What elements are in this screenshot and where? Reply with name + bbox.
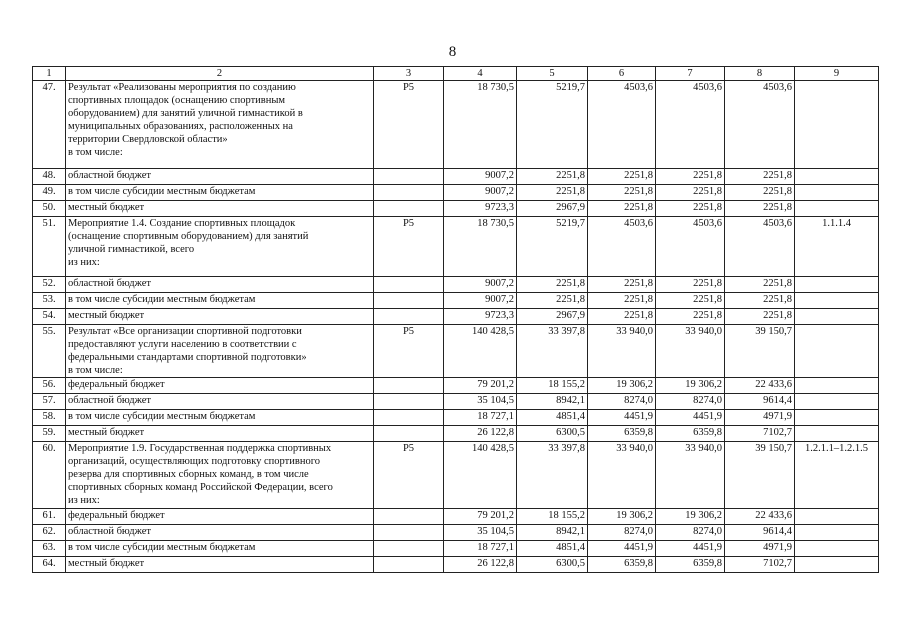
code-cell xyxy=(374,201,444,217)
value-cell: 4503,6 xyxy=(588,81,656,169)
target-ref-cell xyxy=(795,81,879,169)
table-row xyxy=(33,525,879,541)
code-cell: Р5 xyxy=(374,217,444,277)
value-cell: 2967,9 xyxy=(517,201,588,217)
code-cell xyxy=(374,509,444,525)
code-cell xyxy=(374,293,444,309)
value-cell: 33 940,0 xyxy=(656,442,725,509)
value-cell: 22 433,6 xyxy=(725,378,795,394)
target-ref-cell xyxy=(795,410,879,426)
value-cell: 8274,0 xyxy=(588,394,656,410)
description-cell: областной бюджет xyxy=(66,169,374,185)
table-row xyxy=(33,277,879,293)
target-ref-cell: 1.1.1.4 xyxy=(795,217,879,277)
value-cell: 2251,8 xyxy=(656,277,725,293)
table-row xyxy=(33,378,879,394)
total-cell: 140 428,5 xyxy=(444,442,517,509)
total-cell: 18 730,5 xyxy=(444,217,517,277)
value-cell: 19 306,2 xyxy=(588,509,656,525)
description-cell: Мероприятие 1.4. Создание спортивных площадок (оснащение спортивным оборудованием) для занятий уличной гимнастикой, всего из них: xyxy=(66,217,374,277)
value-cell: 9614,4 xyxy=(725,394,795,410)
header-cell: 5 xyxy=(517,67,588,81)
description-cell: областной бюджет xyxy=(66,525,374,541)
table-row xyxy=(33,541,879,557)
target-ref-cell xyxy=(795,557,879,573)
total-cell: 35 104,5 xyxy=(444,525,517,541)
total-cell: 26 122,8 xyxy=(444,426,517,442)
code-cell xyxy=(374,185,444,201)
value-cell: 2251,8 xyxy=(725,277,795,293)
target-ref-cell xyxy=(795,293,879,309)
table-row xyxy=(33,169,879,185)
table-row xyxy=(33,394,879,410)
value-cell: 6359,8 xyxy=(656,426,725,442)
code-cell xyxy=(374,378,444,394)
value-cell: 18 155,2 xyxy=(517,509,588,525)
value-cell: 2251,8 xyxy=(725,185,795,201)
code-cell: Р5 xyxy=(374,81,444,169)
header-cell: 8 xyxy=(725,67,795,81)
target-ref-cell xyxy=(795,541,879,557)
target-ref-cell xyxy=(795,394,879,410)
table-row xyxy=(33,309,879,325)
code-cell xyxy=(374,169,444,185)
value-cell: 5219,7 xyxy=(517,81,588,169)
value-cell: 2251,8 xyxy=(656,293,725,309)
code-cell: Р5 xyxy=(374,325,444,378)
value-cell: 2251,8 xyxy=(588,309,656,325)
table-row xyxy=(33,410,879,426)
value-cell: 19 306,2 xyxy=(588,378,656,394)
total-cell: 9007,2 xyxy=(444,277,517,293)
value-cell: 33 397,8 xyxy=(517,325,588,378)
row-number-cell: 63. xyxy=(33,541,66,557)
table-row xyxy=(33,293,879,309)
total-cell: 79 201,2 xyxy=(444,509,517,525)
description-cell: Результат «Реализованы мероприятия по созданию спортивных площадок (оснащению спортивным оборудованием) для занятий уличной гимнастикой в муниципальных образованиях, расположенных на территории Свердловской области» в том числе: xyxy=(66,81,374,169)
value-cell: 7102,7 xyxy=(725,557,795,573)
value-cell: 8274,0 xyxy=(588,525,656,541)
value-cell: 2251,8 xyxy=(725,309,795,325)
row-number-cell: 62. xyxy=(33,525,66,541)
value-cell: 2251,8 xyxy=(725,169,795,185)
description-cell: федеральный бюджет xyxy=(66,509,374,525)
budget-table xyxy=(32,66,879,573)
value-cell: 4451,9 xyxy=(656,541,725,557)
value-cell: 2967,9 xyxy=(517,309,588,325)
row-number-cell: 55. xyxy=(33,325,66,378)
target-ref-cell xyxy=(795,378,879,394)
target-ref-cell xyxy=(795,525,879,541)
total-cell: 18 727,1 xyxy=(444,541,517,557)
description-cell: областной бюджет xyxy=(66,394,374,410)
value-cell: 19 306,2 xyxy=(656,378,725,394)
target-ref-cell xyxy=(795,185,879,201)
value-cell: 7102,7 xyxy=(725,426,795,442)
row-number-cell: 50. xyxy=(33,201,66,217)
description-cell: местный бюджет xyxy=(66,309,374,325)
description-cell: в том числе субсидии местным бюджетам xyxy=(66,410,374,426)
total-cell: 9007,2 xyxy=(444,293,517,309)
value-cell: 4503,6 xyxy=(656,217,725,277)
value-cell: 6359,8 xyxy=(588,426,656,442)
description-cell: в том числе субсидии местным бюджетам xyxy=(66,293,374,309)
value-cell: 2251,8 xyxy=(588,293,656,309)
value-cell: 9614,4 xyxy=(725,525,795,541)
code-cell xyxy=(374,309,444,325)
value-cell: 2251,8 xyxy=(588,169,656,185)
table-row xyxy=(33,426,879,442)
value-cell: 8274,0 xyxy=(656,394,725,410)
code-cell xyxy=(374,277,444,293)
value-cell: 4503,6 xyxy=(656,81,725,169)
value-cell: 4503,6 xyxy=(725,217,795,277)
row-number-cell: 51. xyxy=(33,217,66,277)
table-body xyxy=(33,67,879,573)
value-cell: 39 150,7 xyxy=(725,325,795,378)
row-number-cell: 56. xyxy=(33,378,66,394)
row-number-cell: 60. xyxy=(33,442,66,509)
row-number-cell: 61. xyxy=(33,509,66,525)
value-cell: 2251,8 xyxy=(656,309,725,325)
target-ref-cell: 1.2.1.1–1.2.1.5 xyxy=(795,442,879,509)
value-cell: 2251,8 xyxy=(517,185,588,201)
value-cell: 4451,9 xyxy=(588,410,656,426)
value-cell: 2251,8 xyxy=(517,293,588,309)
header-cell: 9 xyxy=(795,67,879,81)
header-cell: 4 xyxy=(444,67,517,81)
value-cell: 8274,0 xyxy=(656,525,725,541)
target-ref-cell xyxy=(795,309,879,325)
code-cell xyxy=(374,541,444,557)
value-cell: 2251,8 xyxy=(588,185,656,201)
value-cell: 19 306,2 xyxy=(656,509,725,525)
total-cell: 9007,2 xyxy=(444,169,517,185)
value-cell: 6359,8 xyxy=(588,557,656,573)
row-number-cell: 52. xyxy=(33,277,66,293)
row-number-cell: 47. xyxy=(33,81,66,169)
value-cell: 2251,8 xyxy=(656,185,725,201)
description-cell: в том числе субсидии местным бюджетам xyxy=(66,185,374,201)
total-cell: 9723,3 xyxy=(444,309,517,325)
description-cell: в том числе субсидии местным бюджетам xyxy=(66,541,374,557)
value-cell: 4971,9 xyxy=(725,410,795,426)
value-cell: 33 940,0 xyxy=(656,325,725,378)
value-cell: 8942,1 xyxy=(517,525,588,541)
total-cell: 9007,2 xyxy=(444,185,517,201)
description-cell: областной бюджет xyxy=(66,277,374,293)
description-cell: местный бюджет xyxy=(66,201,374,217)
value-cell: 22 433,6 xyxy=(725,509,795,525)
table-row xyxy=(33,81,879,169)
code-cell xyxy=(374,394,444,410)
value-cell: 18 155,2 xyxy=(517,378,588,394)
value-cell: 4503,6 xyxy=(725,81,795,169)
target-ref-cell xyxy=(795,201,879,217)
row-number-cell: 53. xyxy=(33,293,66,309)
code-cell xyxy=(374,525,444,541)
value-cell: 2251,8 xyxy=(656,169,725,185)
value-cell: 6359,8 xyxy=(656,557,725,573)
table-row xyxy=(33,325,879,378)
description-cell: федеральный бюджет xyxy=(66,378,374,394)
code-cell: Р5 xyxy=(374,442,444,509)
page-number: 8 xyxy=(448,44,457,60)
total-cell: 26 122,8 xyxy=(444,557,517,573)
total-cell: 79 201,2 xyxy=(444,378,517,394)
total-cell: 18 727,1 xyxy=(444,410,517,426)
value-cell: 33 940,0 xyxy=(588,442,656,509)
total-cell: 140 428,5 xyxy=(444,325,517,378)
table-row xyxy=(33,557,879,573)
value-cell: 6300,5 xyxy=(517,557,588,573)
row-number-cell: 54. xyxy=(33,309,66,325)
header-row xyxy=(33,67,879,81)
description-cell: местный бюджет xyxy=(66,426,374,442)
value-cell: 2251,8 xyxy=(517,277,588,293)
value-cell: 2251,8 xyxy=(517,169,588,185)
value-cell: 4451,9 xyxy=(656,410,725,426)
row-number-cell: 57. xyxy=(33,394,66,410)
code-cell xyxy=(374,557,444,573)
table-row xyxy=(33,509,879,525)
total-cell: 18 730,5 xyxy=(444,81,517,169)
value-cell: 2251,8 xyxy=(588,277,656,293)
header-cell: 2 xyxy=(66,67,374,81)
value-cell: 2251,8 xyxy=(656,201,725,217)
header-cell: 7 xyxy=(656,67,725,81)
value-cell: 6300,5 xyxy=(517,426,588,442)
table-row xyxy=(33,217,879,277)
header-cell: 3 xyxy=(374,67,444,81)
target-ref-cell xyxy=(795,277,879,293)
row-number-cell: 64. xyxy=(33,557,66,573)
total-cell: 35 104,5 xyxy=(444,394,517,410)
description-cell: местный бюджет xyxy=(66,557,374,573)
value-cell: 4503,6 xyxy=(588,217,656,277)
target-ref-cell xyxy=(795,325,879,378)
row-number-cell: 49. xyxy=(33,185,66,201)
value-cell: 4451,9 xyxy=(588,541,656,557)
description-cell: Мероприятие 1.9. Государственная поддержка спортивных организаций, осуществляющих подготовку спортивного резерва для спортивных сборных команд, в том числе спортивных сборных команд Российской Федерации, всего из них: xyxy=(66,442,374,509)
target-ref-cell xyxy=(795,169,879,185)
target-ref-cell xyxy=(795,426,879,442)
row-number-cell: 59. xyxy=(33,426,66,442)
value-cell: 2251,8 xyxy=(725,293,795,309)
value-cell: 8942,1 xyxy=(517,394,588,410)
target-ref-cell xyxy=(795,509,879,525)
value-cell: 33 940,0 xyxy=(588,325,656,378)
row-number-cell: 48. xyxy=(33,169,66,185)
total-cell: 9723,3 xyxy=(444,201,517,217)
code-cell xyxy=(374,410,444,426)
value-cell: 4851,4 xyxy=(517,541,588,557)
value-cell: 2251,8 xyxy=(588,201,656,217)
table-row xyxy=(33,201,879,217)
description-cell: Результат «Все организации спортивной подготовки предоставляют услуги населению в соответствии с федеральными стандартами спортивной подготовки» в том числе: xyxy=(66,325,374,378)
header-cell: 6 xyxy=(588,67,656,81)
value-cell: 33 397,8 xyxy=(517,442,588,509)
row-number-cell: 58. xyxy=(33,410,66,426)
value-cell: 4971,9 xyxy=(725,541,795,557)
value-cell: 2251,8 xyxy=(725,201,795,217)
value-cell: 5219,7 xyxy=(517,217,588,277)
value-cell: 39 150,7 xyxy=(725,442,795,509)
code-cell xyxy=(374,426,444,442)
table-row xyxy=(33,442,879,509)
value-cell: 4851,4 xyxy=(517,410,588,426)
header-cell: 1 xyxy=(33,67,66,81)
table-row xyxy=(33,185,879,201)
